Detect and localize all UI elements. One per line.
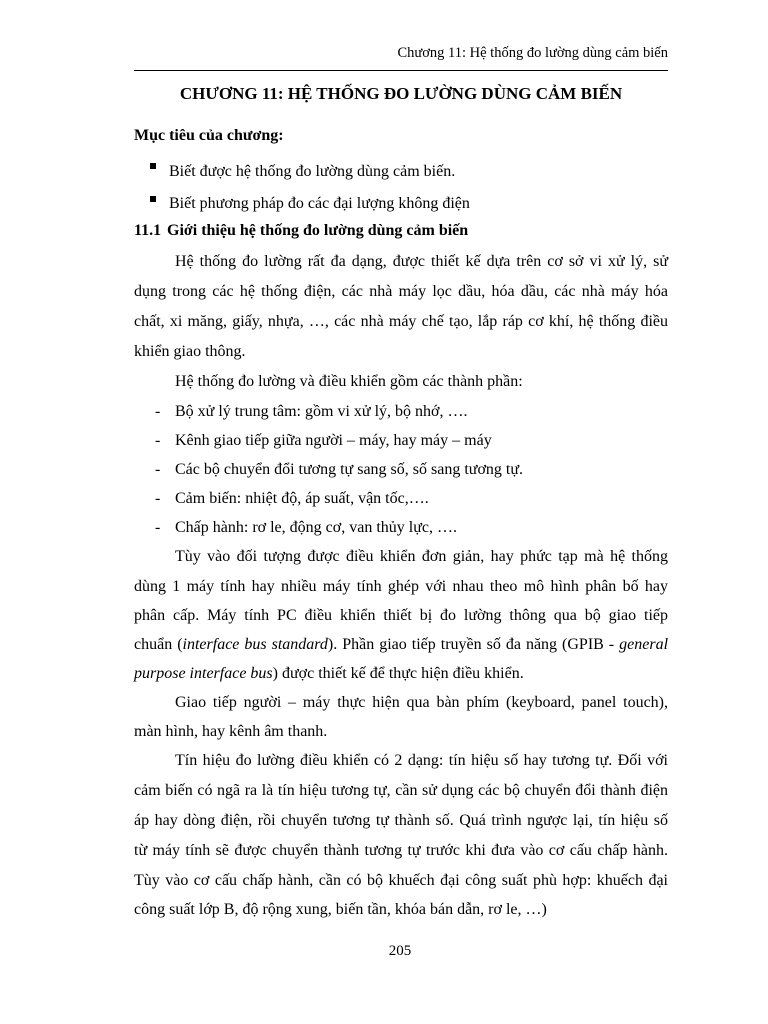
bullet-square-icon — [150, 163, 156, 169]
objective-item: Biết phương pháp đo các đại lượng không điện — [169, 195, 470, 212]
list-dash: - — [155, 403, 161, 420]
running-header: Chương 11: Hệ thống đo lường dùng cảm biến — [397, 45, 668, 61]
text-run: ). Phần giao tiếp truyền số đa năng (GPIB - — [327, 636, 620, 653]
paragraph-line: màn hình, hay kênh âm thanh. — [134, 723, 328, 740]
paragraph-line: dùng 1 máy tính hay nhiều máy tính ghép với nhau theo mô hình phân bố hay — [134, 578, 668, 595]
paragraph-line — [134, 636, 668, 654]
paragraph-line — [134, 665, 668, 683]
list-item: Cảm biến: nhiệt độ, áp suất, vận tốc,…. — [175, 490, 429, 507]
list-item: Bộ xử lý trung tâm: gồm vi xử lý, bộ nhớ, …. — [175, 403, 468, 420]
text-run: chuẩn ( — [134, 636, 183, 653]
paragraph-line: cảm biến có ngã ra là tín hiệu tương tự, cần sử dụng các bộ chuyển đổi thành điện — [134, 782, 668, 799]
list-dash: - — [155, 490, 161, 507]
objectives-heading: Mục tiêu của chương: — [134, 127, 284, 144]
paragraph-line: Hệ thống đo lường và điều khiển gồm các thành phần: — [175, 373, 523, 390]
paragraph-line: chất, xi măng, giấy, nhựa, …, các nhà máy chế tạo, lắp ráp cơ khí, hệ thống điều — [134, 313, 668, 330]
paragraph-line: Tùy vào cơ cấu chấp hành, cần có bộ khuếch đại công suất phù hợp: khuếch đại — [134, 872, 668, 889]
italic-term: purpose interface bus — [134, 665, 273, 682]
list-dash: - — [155, 519, 161, 536]
paragraph-line: dụng trong các hệ thống điện, các nhà máy lọc dầu, hóa dầu, các nhà máy hóa — [134, 283, 668, 300]
section-number: 11.1 — [134, 222, 162, 239]
text-run: ) được thiết kế để thực hiện điều khiển. — [272, 665, 524, 682]
paragraph-line: Giao tiếp người – máy thực hiện qua bàn phím (keyboard, panel touch), — [175, 694, 668, 711]
paragraph-line: Tùy vào đối tượng được điều khiển đơn giản, hay phức tạp mà hệ thống — [175, 548, 668, 565]
paragraph-line: phân cấp. Máy tính PC điều khiển thiết bị đo lường thông qua bộ giao tiếp — [134, 607, 668, 624]
paragraph-line: công suất lớp B, độ rộng xung, biến tần, khóa bán dẫn, rơ le, …) — [134, 901, 547, 918]
paragraph-line: Hệ thống đo lường rất đa dạng, được thiết kế dựa trên cơ sở vi xử lý, sử — [175, 253, 668, 270]
italic-term: interface bus standard — [182, 636, 328, 653]
list-dash: - — [155, 461, 161, 478]
page-number: 205 — [388, 943, 412, 959]
list-item: Chấp hành: rơ le, động cơ, van thủy lực, …. — [175, 519, 457, 536]
paragraph-line: Tín hiệu đo lường điều khiển có 2 dạng: tín hiệu số hay tương tự. Đối với — [175, 752, 668, 769]
list-item: Các bộ chuyển đổi tương tự sang số, số sang tương tự. — [175, 461, 524, 478]
list-dash: - — [155, 432, 161, 449]
section-title: Giới thiệu hệ thống đo lường dùng cảm biến — [167, 222, 469, 239]
bullet-square-icon — [150, 196, 156, 202]
paragraph-line: từ máy tính sẽ được chuyển thành tương tự trước khi đưa vào cơ cấu chấp hành. — [134, 842, 668, 859]
italic-term: general — [619, 636, 669, 653]
header-divider — [134, 70, 668, 71]
list-item: Kênh giao tiếp giữa người – máy, hay máy – máy — [175, 432, 492, 449]
chapter-title: CHƯƠNG 11: HỆ THỐNG ĐO LƯỜNG DÙNG CẢM BIẾN — [179, 84, 623, 103]
objective-item: Biết được hệ thống đo lường dùng cảm biến. — [169, 163, 456, 180]
paragraph-line: áp hay dòng điện, rồi chuyển tương tự thành số. Quá trình ngược lại, tín hiệu số — [134, 812, 668, 829]
paragraph-line: khiển giao thông. — [134, 343, 246, 360]
section-heading — [134, 222, 468, 240]
